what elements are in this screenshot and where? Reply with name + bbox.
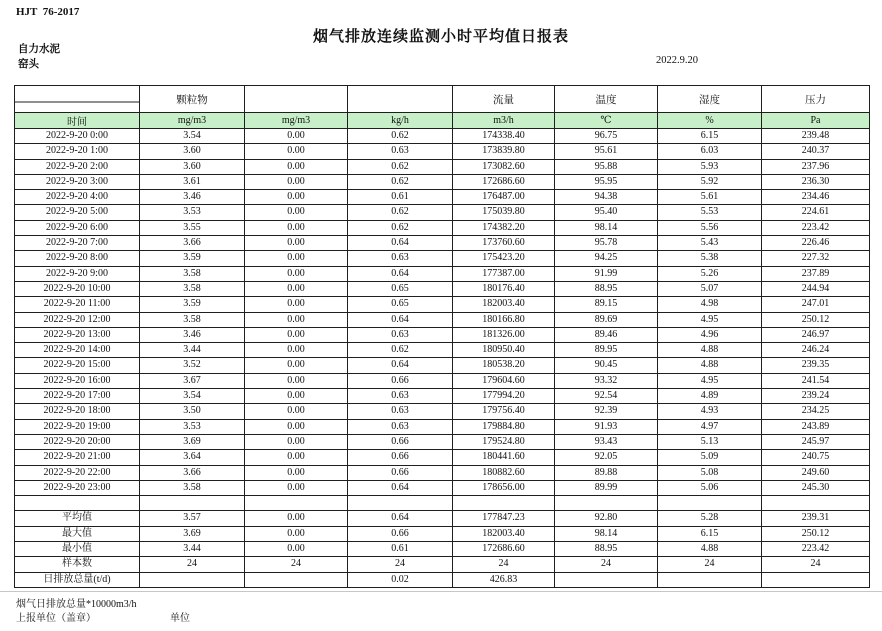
value-cell: 179884.80 [453,419,555,434]
group-header-blank [15,86,140,113]
value-cell: 98.14 [555,526,658,541]
time-cell: 2022-9-20 20:00 [15,434,140,449]
table-row [15,465,870,480]
time-cell: 2022-9-20 19:00 [15,419,140,434]
value-cell: 3.44 [140,343,245,358]
value-cell: 0.00 [245,297,348,312]
value-cell: 0.00 [245,358,348,373]
value-cell: 174338.40 [453,129,555,144]
value-cell: 95.88 [555,159,658,174]
value-cell: 180950.40 [453,343,555,358]
value-cell: 226.46 [762,236,870,251]
value-cell: 3.66 [140,465,245,480]
value-cell: 0.66 [348,434,453,449]
value-cell: 246.97 [762,327,870,342]
value-cell: 0.00 [245,144,348,159]
value-cell: 3.59 [140,297,245,312]
unit-header-pa: Pa [762,113,870,129]
value-cell: 5.56 [658,220,762,235]
value-cell: 4.96 [658,327,762,342]
value-cell: 179756.40 [453,404,555,419]
value-cell: 6.15 [658,526,762,541]
value-cell: 0.63 [348,419,453,434]
value-cell: 0.63 [348,251,453,266]
table-row [15,373,870,388]
value-cell: 0.63 [348,389,453,404]
value-cell: 0.66 [348,465,453,480]
value-cell: 91.93 [555,419,658,434]
value-cell: 0.00 [245,511,348,526]
value-cell: 172686.60 [453,542,555,557]
value-cell: 180176.40 [453,281,555,296]
value-cell: 0.00 [245,174,348,189]
monitoring-data-table [14,85,870,588]
value-cell: 243.89 [762,419,870,434]
summary-label: 平均值 [15,511,140,526]
value-cell: 0.00 [245,205,348,220]
daily-total-footnote: 烟气日排放总量*10000m3/h [16,599,137,610]
value-cell: 0.63 [348,404,453,419]
blank-cell [658,496,762,511]
time-cell: 2022-9-20 8:00 [15,251,140,266]
value-cell: 4.88 [658,358,762,373]
value-cell: 3.58 [140,312,245,327]
doc-standard-code: HJT 76-2017 [16,6,80,18]
table-row [15,297,870,312]
summary-label: 最小值 [15,542,140,557]
value-cell: 0.00 [245,526,348,541]
value-cell: 24 [140,557,245,572]
value-cell: 234.46 [762,190,870,205]
value-cell: 0.66 [348,450,453,465]
value-cell: 175423.20 [453,251,555,266]
value-cell: 89.99 [555,480,658,495]
time-cell: 2022-9-20 13:00 [15,327,140,342]
value-cell: 240.37 [762,144,870,159]
value-cell: 3.60 [140,144,245,159]
value-cell: 182003.40 [453,297,555,312]
table-row [15,312,870,327]
value-cell: 3.69 [140,434,245,449]
value-cell: 94.38 [555,190,658,205]
value-cell: 173760.60 [453,236,555,251]
time-cell: 2022-9-20 5:00 [15,205,140,220]
time-cell: 2022-9-20 3:00 [15,174,140,189]
value-cell: 95.95 [555,174,658,189]
table-row [15,251,870,266]
group-header-blank-3 [348,86,453,113]
value-cell: 5.53 [658,205,762,220]
table-row [15,419,870,434]
value-cell: 175039.80 [453,205,555,220]
time-cell: 2022-9-20 21:00 [15,450,140,465]
value-cell: 89.95 [555,343,658,358]
time-cell: 2022-9-20 7:00 [15,236,140,251]
time-cell: 2022-9-20 11:00 [15,297,140,312]
table-row [15,159,870,174]
time-cell: 2022-9-20 12:00 [15,312,140,327]
value-cell: 0.00 [245,434,348,449]
value-cell: 3.54 [140,389,245,404]
value-cell: 0.00 [245,480,348,495]
value-cell: 3.67 [140,373,245,388]
value-cell: 5.26 [658,266,762,281]
table-row [15,220,870,235]
value-cell: 24 [245,557,348,572]
value-cell: 93.43 [555,434,658,449]
value-cell: 89.88 [555,465,658,480]
time-cell: 2022-9-20 16:00 [15,373,140,388]
value-cell: 0.02 [348,572,453,587]
value-cell: 0.00 [245,190,348,205]
value-cell: 180882.60 [453,465,555,480]
value-cell: 5.38 [658,251,762,266]
summary-row-average [15,511,870,526]
value-cell: 0.64 [348,312,453,327]
value-cell: 240.75 [762,450,870,465]
time-cell: 2022-9-20 10:00 [15,281,140,296]
unit-header-time: 时间 [15,113,140,129]
summary-row-sample-count [15,557,870,572]
value-cell: 227.32 [762,251,870,266]
value-cell: 0.64 [348,236,453,251]
value-cell: 3.69 [140,526,245,541]
value-cell: 241.54 [762,373,870,388]
table-row [15,327,870,342]
summary-label: 日排放总量(t/d) [15,572,140,587]
value-cell: 180538.20 [453,358,555,373]
value-cell: 3.46 [140,327,245,342]
value-cell: 173839.80 [453,144,555,159]
unit-header-celsius: ℃ [555,113,658,129]
value-cell: 92.05 [555,450,658,465]
value-cell: 3.58 [140,281,245,296]
value-cell: 0.00 [245,236,348,251]
value-cell: 172686.60 [453,174,555,189]
value-cell: 0.64 [348,266,453,281]
unit-header-mgm3: mg/m3 [245,113,348,129]
value-cell: 178656.00 [453,480,555,495]
summary-row-min [15,542,870,557]
value-cell: 177847.23 [453,511,555,526]
value-cell: 98.14 [555,220,658,235]
value-cell: 176487.00 [453,190,555,205]
value-cell: 4.95 [658,312,762,327]
table-group-header-row [15,86,870,113]
value-cell: 95.40 [555,205,658,220]
unit-header-percent: % [658,113,762,129]
time-cell: 2022-9-20 14:00 [15,343,140,358]
value-cell: 0.00 [245,266,348,281]
reporting-unit-label: 上报单位（盖章） [16,613,96,624]
value-cell: 4.88 [658,542,762,557]
value-cell: 24 [762,557,870,572]
value-cell: 0.66 [348,373,453,388]
value-cell: 174382.20 [453,220,555,235]
value-cell: 4.97 [658,419,762,434]
value-cell: 0.62 [348,159,453,174]
value-cell: 89.69 [555,312,658,327]
value-cell: 0.64 [348,358,453,373]
value-cell: 3.50 [140,404,245,419]
value-cell: 4.89 [658,389,762,404]
table-row [15,266,870,281]
group-header-humidity: 湿度 [658,86,762,113]
value-cell: 3.64 [140,450,245,465]
table-row [15,450,870,465]
table-row [15,358,870,373]
value-cell: 92.80 [555,511,658,526]
value-cell: 4.88 [658,343,762,358]
value-cell: 244.94 [762,281,870,296]
value-cell: 6.03 [658,144,762,159]
value-cell: 24 [453,557,555,572]
time-cell: 2022-9-20 2:00 [15,159,140,174]
blank-cell [348,496,453,511]
value-cell: 249.60 [762,465,870,480]
value-cell: 93.32 [555,373,658,388]
table-row [15,174,870,189]
value-cell: 94.25 [555,251,658,266]
value-cell: 24 [348,557,453,572]
value-cell [762,572,870,587]
table-row [15,434,870,449]
table-row [15,480,870,495]
time-cell: 2022-9-20 23:00 [15,480,140,495]
group-header-flow: 流量 [453,86,555,113]
value-cell: 0.00 [245,159,348,174]
company-name: 自力水泥 [18,44,60,55]
blank-cell [453,496,555,511]
unit-header-pm-mgm3: mg/m3 [140,113,245,129]
table-row [15,144,870,159]
value-cell: 0.64 [348,480,453,495]
value-cell: 0.62 [348,205,453,220]
summary-label: 样本数 [15,557,140,572]
value-cell [245,572,348,587]
value-cell: 237.96 [762,159,870,174]
report-title: 烟气排放连续监测小时平均值日报表 [312,29,569,45]
value-cell: 0.00 [245,343,348,358]
value-cell: 239.35 [762,358,870,373]
time-cell: 2022-9-20 15:00 [15,358,140,373]
value-cell: 88.95 [555,281,658,296]
value-cell: 0.65 [348,297,453,312]
value-cell: 92.54 [555,389,658,404]
value-cell: 234.25 [762,404,870,419]
value-cell: 177994.20 [453,389,555,404]
value-cell: 0.61 [348,190,453,205]
value-cell: 0.65 [348,281,453,296]
value-cell: 182003.40 [453,526,555,541]
value-cell: 4.95 [658,373,762,388]
table-row [15,205,870,220]
value-cell: 247.01 [762,297,870,312]
value-cell: 180441.60 [453,450,555,465]
report-date: 2022.9.20 [656,55,698,66]
value-cell: 0.00 [245,281,348,296]
value-cell: 5.13 [658,434,762,449]
value-cell: 91.99 [555,266,658,281]
value-cell [658,572,762,587]
value-cell: 0.00 [245,327,348,342]
table-row [15,389,870,404]
value-cell: 5.61 [658,190,762,205]
value-cell: 0.00 [245,312,348,327]
value-cell: 426.83 [453,572,555,587]
value-cell: 3.58 [140,266,245,281]
value-cell: 173082.60 [453,159,555,174]
value-cell: 239.24 [762,389,870,404]
value-cell: 0.62 [348,174,453,189]
value-cell: 223.42 [762,542,870,557]
value-cell: 89.46 [555,327,658,342]
value-cell: 0.00 [245,220,348,235]
table-unit-header-row [15,113,870,129]
table-row [15,129,870,144]
time-cell: 2022-9-20 0:00 [15,129,140,144]
value-cell: 0.00 [245,404,348,419]
value-cell: 89.15 [555,297,658,312]
value-cell: 5.93 [658,159,762,174]
value-cell: 236.30 [762,174,870,189]
blank-cell [15,496,140,511]
value-cell: 181326.00 [453,327,555,342]
group-header-pressure: 压力 [762,86,870,113]
value-cell: 179604.60 [453,373,555,388]
value-cell: 3.52 [140,358,245,373]
value-cell: 0.62 [348,220,453,235]
value-cell: 5.08 [658,465,762,480]
value-cell: 250.12 [762,526,870,541]
summary-row-daily-total [15,572,870,587]
group-header-blank-2 [245,86,348,113]
blank-cell [555,496,658,511]
value-cell: 0.00 [245,389,348,404]
value-cell: 5.09 [658,450,762,465]
time-cell: 2022-9-20 17:00 [15,389,140,404]
value-cell [555,572,658,587]
value-cell: 4.93 [658,404,762,419]
value-cell: 245.97 [762,434,870,449]
value-cell: 245.30 [762,480,870,495]
value-cell: 246.24 [762,343,870,358]
value-cell: 6.15 [658,129,762,144]
value-cell: 250.12 [762,312,870,327]
spacer-row [15,496,870,511]
value-cell: 3.55 [140,220,245,235]
blank-cell [245,496,348,511]
blank-cell [140,496,245,511]
value-cell: 5.92 [658,174,762,189]
table-row [15,236,870,251]
value-cell: 3.58 [140,480,245,495]
value-cell: 5.06 [658,480,762,495]
value-cell: 88.95 [555,542,658,557]
value-cell: 0.62 [348,129,453,144]
value-cell: 95.78 [555,236,658,251]
value-cell: 24 [555,557,658,572]
value-cell: 239.31 [762,511,870,526]
value-cell: 0.64 [348,511,453,526]
value-cell: 4.98 [658,297,762,312]
time-cell: 2022-9-20 18:00 [15,404,140,419]
value-cell: 90.45 [555,358,658,373]
summary-row-max [15,526,870,541]
value-cell: 5.43 [658,236,762,251]
value-cell: 3.59 [140,251,245,266]
value-cell: 0.66 [348,526,453,541]
value-cell: 180166.80 [453,312,555,327]
value-cell: 5.07 [658,281,762,296]
value-cell: 0.63 [348,327,453,342]
monitoring-point-name: 窑头 [18,59,39,70]
value-cell: 0.61 [348,542,453,557]
value-cell: 95.61 [555,144,658,159]
value-cell: 5.28 [658,511,762,526]
summary-label: 最大值 [15,526,140,541]
value-cell [140,572,245,587]
value-cell: 0.00 [245,450,348,465]
time-cell: 2022-9-20 1:00 [15,144,140,159]
value-cell: 3.53 [140,419,245,434]
value-cell: 24 [658,557,762,572]
value-cell: 239.48 [762,129,870,144]
time-cell: 2022-9-20 6:00 [15,220,140,235]
value-cell: 3.60 [140,159,245,174]
value-cell: 3.44 [140,542,245,557]
time-cell: 2022-9-20 22:00 [15,465,140,480]
value-cell: 3.46 [140,190,245,205]
time-cell: 2022-9-20 4:00 [15,190,140,205]
value-cell: 3.66 [140,236,245,251]
value-cell: 92.39 [555,404,658,419]
table-row [15,404,870,419]
value-cell: 179524.80 [453,434,555,449]
value-cell: 3.53 [140,205,245,220]
blank-cell [762,496,870,511]
table-row [15,343,870,358]
value-cell: 0.00 [245,419,348,434]
value-cell: 224.61 [762,205,870,220]
table-row [15,190,870,205]
value-cell: 0.00 [245,542,348,557]
value-cell: 0.00 [245,129,348,144]
time-cell: 2022-9-20 9:00 [15,266,140,281]
group-header-temperature: 温度 [555,86,658,113]
value-cell: 3.61 [140,174,245,189]
value-cell: 0.00 [245,373,348,388]
value-cell: 3.54 [140,129,245,144]
value-cell: 177387.00 [453,266,555,281]
value-cell: 96.75 [555,129,658,144]
value-cell: 0.63 [348,144,453,159]
unit-header-kgh: kg/h [348,113,453,129]
unit-header-m3h: m3/h [453,113,555,129]
unit-label: 单位 [170,613,190,624]
value-cell: 237.89 [762,266,870,281]
page-bottom-divider [0,591,882,592]
table-row [15,281,870,296]
value-cell: 3.57 [140,511,245,526]
value-cell: 0.62 [348,343,453,358]
group-header-particulate: 颗粒物 [140,86,245,113]
value-cell: 0.00 [245,465,348,480]
value-cell: 223.42 [762,220,870,235]
value-cell: 0.00 [245,251,348,266]
